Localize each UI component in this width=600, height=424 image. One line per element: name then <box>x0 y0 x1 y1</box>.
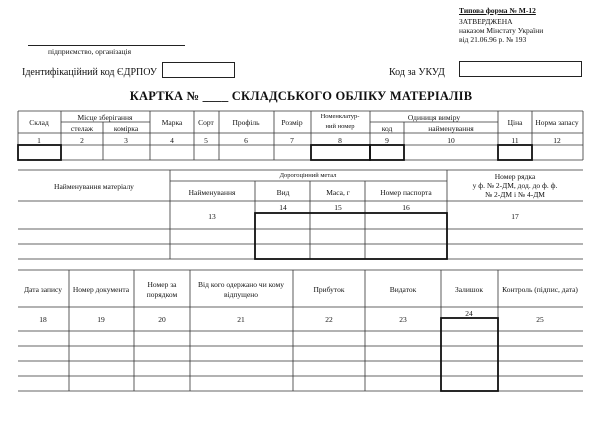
col-place: Місце зберігання <box>77 113 133 122</box>
col-num: 17 <box>511 212 519 221</box>
col-metal-type: Вид <box>276 188 290 197</box>
col-num: 13 <box>208 212 216 221</box>
col-num: 12 <box>553 136 561 145</box>
col-num: 19 <box>97 315 105 324</box>
col-num: 15 <box>334 203 342 212</box>
col-nomen-line1: Номенклатур- <box>320 113 360 120</box>
col-unit: Одиниця виміру <box>407 113 461 122</box>
col-num: 20 <box>158 315 166 324</box>
col-profil: Профіль <box>232 118 260 127</box>
col-num: 8 <box>338 136 342 145</box>
col-num: 18 <box>39 315 47 324</box>
col-material-name: Найменування матеріалу <box>54 182 134 191</box>
col-sort: Сорт <box>198 118 214 127</box>
col-stelazh: стелаж <box>70 124 94 133</box>
col-row-num-line2: у ф. № 2-ДМ, дод. до ф. ф. <box>472 181 558 190</box>
col-num: 24 <box>465 309 473 318</box>
ukud-code-field[interactable] <box>459 61 582 77</box>
col-rozmir: Розмір <box>281 118 303 127</box>
col-control: Контроль (підпис, дата) <box>502 285 578 294</box>
col-num: 23 <box>399 315 407 324</box>
table-row[interactable] <box>18 229 583 244</box>
ukud-label: Код за УКУД <box>389 67 445 78</box>
col-marka: Марка <box>161 118 183 127</box>
col-doc-number: Номер документа <box>72 285 130 294</box>
col-balance: Залишок <box>454 285 484 294</box>
col-norm: Норма запасу <box>535 118 579 127</box>
col-metal-name: Найменування <box>188 188 236 197</box>
col-from-line1: Від кого одержано чи кому <box>198 280 284 289</box>
organization-underline <box>28 45 185 46</box>
col-precious-metal: Дорогоцінний метал <box>279 172 337 179</box>
col-metal-mass: Маса, г <box>326 188 350 197</box>
col-nomen-line2: ний номер <box>325 123 355 130</box>
col-expense: Видаток <box>389 285 417 294</box>
order-line-1: наказом Мінстату України <box>459 26 544 35</box>
col-num: 1 <box>37 136 41 145</box>
col-num: 6 <box>244 136 248 145</box>
page-title: КАРТКА № ____ СКЛАДСЬКОГО ОБЛІКУ МАТЕРІАЛІВ <box>129 89 473 103</box>
col-num: 22 <box>325 315 333 324</box>
col-num: 10 <box>447 136 455 145</box>
col-price: Ціна <box>507 118 523 127</box>
col-num: 4 <box>170 136 174 145</box>
col-unit-name: найменування <box>428 124 474 133</box>
table-row[interactable] <box>18 331 583 346</box>
col-komirka: комірка <box>113 124 139 133</box>
col-num: 11 <box>511 136 519 145</box>
col-from-line2: відпущено <box>223 290 259 299</box>
col-num: 9 <box>385 136 389 145</box>
col-num: 16 <box>402 203 410 212</box>
org-label: підприємство, організація <box>48 47 132 56</box>
col-row-num-line3: № 2-ДМ і № 4-ДМ <box>485 190 545 199</box>
table-row[interactable] <box>18 361 583 376</box>
col-num: 2 <box>80 136 84 145</box>
col-date: Дата запису <box>23 285 63 294</box>
col-num: 14 <box>279 203 287 212</box>
col-num: 3 <box>124 136 128 145</box>
table-row[interactable] <box>18 346 583 361</box>
approved-label: ЗАТВЕРДЖЕНА <box>459 17 513 26</box>
col-num: 5 <box>204 136 208 145</box>
table-row[interactable] <box>18 244 583 259</box>
edrpou-label: Ідентифікаційний код ЄДРПОУ <box>22 67 157 78</box>
col-order-line2: порядком <box>146 290 178 299</box>
col-passport: Номер паспорта <box>380 188 432 197</box>
form-title: Типова форма № М-12 <box>459 6 536 15</box>
col-order-line1: Номер за <box>147 280 177 289</box>
col-num: 21 <box>237 315 245 324</box>
edrpou-code-field[interactable] <box>162 62 235 78</box>
col-num: 7 <box>290 136 294 145</box>
table-row[interactable] <box>18 376 583 391</box>
col-unit-kod: код <box>381 124 393 133</box>
table-row[interactable] <box>18 145 583 160</box>
col-num: 25 <box>536 315 544 324</box>
order-line-2: від 21.06.96 р. № 193 <box>459 35 527 44</box>
col-sklad: Склад <box>29 118 49 127</box>
col-income: Прибуток <box>313 285 345 294</box>
col-row-num-line1: Номер рядка <box>494 172 536 181</box>
